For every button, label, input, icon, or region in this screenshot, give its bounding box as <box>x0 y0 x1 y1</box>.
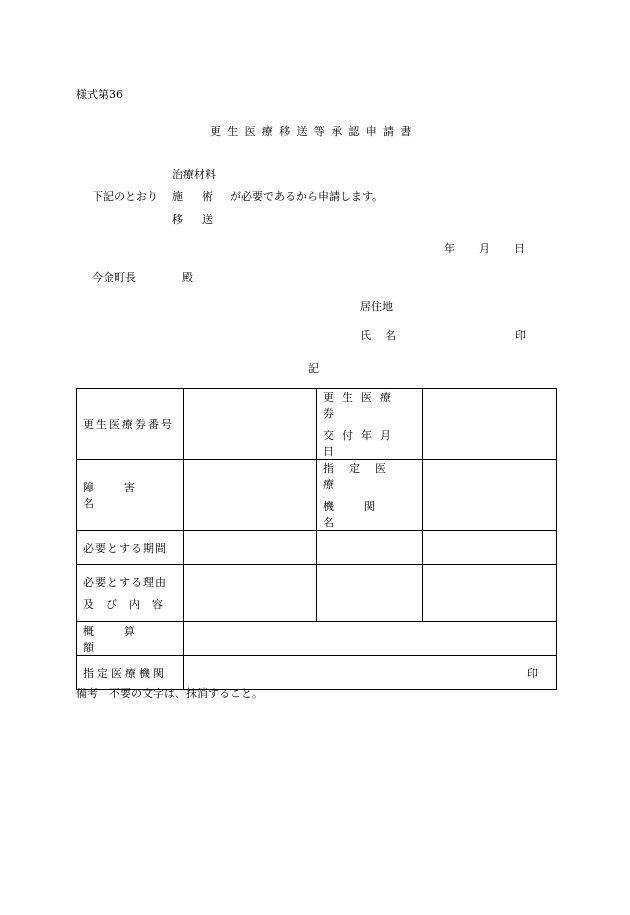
table-row <box>77 460 557 531</box>
label-medical-ticket-number: 更生医療券番号 <box>83 418 174 431</box>
table-label <box>317 389 423 460</box>
addressee: 今金町長 <box>92 271 136 284</box>
label-reason-b: 及び内容 <box>83 598 175 611</box>
option-transport-a: 移 <box>172 213 183 226</box>
table-row <box>77 531 557 565</box>
application-table <box>76 388 557 690</box>
option-procedure-a: 施 <box>172 190 183 203</box>
table-value-cell[interactable] <box>423 531 557 565</box>
address-label: 居住地 <box>360 300 393 313</box>
honorific: 殿 <box>182 271 193 284</box>
option-procedure <box>172 188 213 204</box>
remark: 備考 不要の文字は、抹消すること。 <box>76 687 263 700</box>
option-procedure-b: 術 <box>202 190 213 203</box>
date-day: 日 <box>514 242 525 255</box>
date-year: 年 <box>444 242 455 255</box>
label-designated-institution: 指定医療機関 <box>83 666 167 680</box>
table-label <box>317 460 423 531</box>
ki-heading: 記 <box>308 362 319 375</box>
label-estimate: 概算額 <box>83 624 165 654</box>
label-ticket-issue-b: 交付年月日 <box>323 429 399 458</box>
table-row <box>77 622 557 656</box>
institution-seal-mark: 印 <box>527 666 538 680</box>
table-label <box>77 460 184 531</box>
table-value-cell[interactable] <box>184 389 317 460</box>
table-value-cell[interactable] <box>423 460 557 531</box>
table-row <box>77 389 557 460</box>
table-label <box>77 622 184 656</box>
applicant-seal-mark: 印 <box>515 329 526 342</box>
table-label <box>77 389 184 460</box>
name-label-a: 氏 <box>360 329 371 342</box>
label-required-period: 必要とする期間 <box>83 541 167 555</box>
tail-text: が必要であるから申請します。 <box>230 190 384 203</box>
option-transport-b: 送 <box>202 213 213 226</box>
label-designated-a: 指定医療 <box>323 462 401 491</box>
table-value-cell[interactable] <box>184 460 317 531</box>
label-disability-name: 障害名 <box>83 481 165 510</box>
table-label <box>77 531 184 565</box>
table-label <box>77 565 184 622</box>
table-value-cell[interactable] <box>317 531 423 565</box>
form-number: 様式第36 <box>76 88 123 101</box>
label-ticket-issue-a: 更生医療券 <box>323 391 399 420</box>
table-value-cell[interactable] <box>184 622 557 656</box>
option-transport <box>172 211 213 227</box>
table-row <box>77 565 557 622</box>
table-value-cell[interactable] <box>423 389 557 460</box>
name-label <box>360 327 396 343</box>
table-value-cell[interactable] <box>184 531 317 565</box>
date-line <box>444 240 525 256</box>
document-title: 更生医療移送等承認申請書 <box>210 125 418 138</box>
name-label-b: 名 <box>385 329 396 342</box>
date-month: 月 <box>479 242 490 255</box>
table-value-cell[interactable] <box>317 565 423 622</box>
table-value-cell[interactable] <box>184 565 317 622</box>
label-reason-a: 必要とする理由 <box>83 576 167 589</box>
lead-text: 下記のとおり <box>92 190 158 203</box>
table-value-cell[interactable] <box>423 565 557 622</box>
label-designated-b: 機関名 <box>323 500 405 529</box>
option-treatment-materials: 治療材料 <box>172 168 216 181</box>
